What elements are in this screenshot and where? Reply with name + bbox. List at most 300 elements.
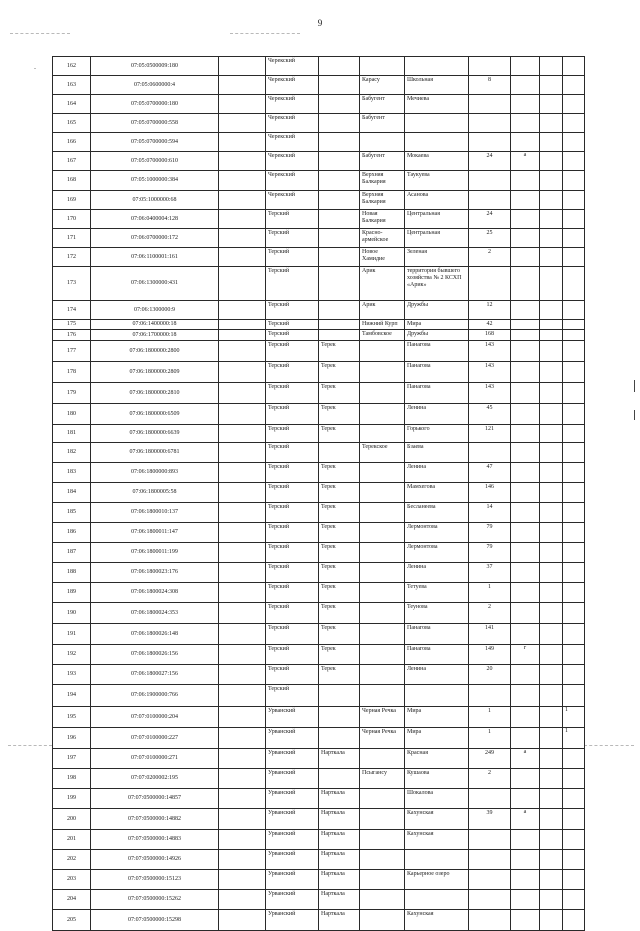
cadastral-number: 07:07:0500000:14883 [91,830,219,850]
extra-value [563,685,585,707]
table-row [53,728,585,749]
street-name [405,850,469,870]
city-name: Терек [319,543,360,563]
empty-cell [219,57,266,76]
district-name: Терский [266,330,319,341]
table-row [53,523,585,543]
district-name: Терский [266,603,319,624]
row-number: 178 [53,362,91,383]
cadastral-number: 07:06:1400000:18 [91,320,219,330]
empty-cell [540,685,563,707]
house-letter: а [511,152,540,171]
empty-cell [540,76,563,95]
empty-cell [540,330,563,341]
table-row [53,362,585,383]
empty-cell [540,301,563,320]
city-name [319,320,360,330]
table-row [53,383,585,404]
house-letter [511,503,540,523]
empty-cell [540,583,563,603]
row-number: 202 [53,850,91,870]
empty-cell [219,603,266,624]
table-row [53,171,585,191]
table-row [53,483,585,503]
house-letter [511,890,540,910]
street-name [405,133,469,152]
district-name: Терский [266,543,319,563]
extra-value [563,152,585,171]
house-number: 39 [469,809,511,830]
district-name: Черекский [266,171,319,191]
row-number: 192 [53,645,91,665]
city-name: Терек [319,603,360,624]
row-number: 186 [53,523,91,543]
locality-name: Нижний Курп [360,320,405,330]
house-number: 24 [469,210,511,229]
extra-value [563,483,585,503]
city-name [319,707,360,728]
empty-cell [219,152,266,171]
district-name: Урванский [266,749,319,769]
house-letter [511,583,540,603]
row-number: 194 [53,685,91,707]
house-number: 79 [469,543,511,563]
city-name [319,229,360,248]
district-name: Терский [266,665,319,685]
house-number: 37 [469,563,511,583]
table-row [53,57,585,76]
city-name [319,769,360,789]
street-name: Мира [405,320,469,330]
district-name: Терский [266,463,319,483]
row-number: 176 [53,330,91,341]
city-name [319,210,360,229]
district-name: Урванский [266,728,319,749]
empty-cell [219,809,266,830]
house-number: 168 [469,330,511,341]
house-number: 1 [469,707,511,728]
street-name: Мира [405,707,469,728]
scan-dash-lower-left [8,745,52,746]
extra-value [563,57,585,76]
cadastral-number: 07:07:0100000:227 [91,728,219,749]
house-letter [511,728,540,749]
locality-name [360,809,405,830]
house-letter [511,425,540,443]
scan-edge-mark [634,410,635,420]
district-name: Терский [266,341,319,362]
cadastral-number: 07:06:1900000:766 [91,685,219,707]
row-number: 172 [53,248,91,267]
empty-cell [219,267,266,301]
street-name: Таукуева [405,171,469,191]
table-row [53,789,585,809]
cadastral-number: 07:05:0700000:180 [91,95,219,114]
locality-name: Терекское [360,443,405,463]
cadastral-number: 07:07:0500000:15262 [91,890,219,910]
empty-cell [540,210,563,229]
house-number [469,267,511,301]
city-name: Терек [319,425,360,443]
extra-value [563,133,585,152]
locality-name: Псыгансу [360,769,405,789]
house-letter [511,301,540,320]
table-row [53,229,585,248]
empty-cell [219,362,266,383]
empty-cell [540,503,563,523]
house-number: 42 [469,320,511,330]
cadastral-number: 07:07:0500000:15123 [91,870,219,890]
house-number: 1 [469,728,511,749]
locality-name: Тамбовское [360,330,405,341]
house-letter [511,383,540,404]
empty-cell [540,624,563,645]
district-name: Урванский [266,809,319,830]
street-name: Кахунская [405,809,469,830]
table-row [53,583,585,603]
locality-name [360,749,405,769]
city-name: Нарткала [319,870,360,890]
empty-cell [219,76,266,95]
city-name: Нарткала [319,910,360,931]
table-row [53,809,585,830]
house-letter [511,850,540,870]
empty-cell [540,910,563,931]
house-number: 249 [469,749,511,769]
district-name: Урванский [266,850,319,870]
empty-cell [540,665,563,685]
house-number: 2 [469,603,511,624]
row-number: 171 [53,229,91,248]
district-name: Терский [266,624,319,645]
district-name: Терский [266,645,319,665]
house-letter [511,543,540,563]
register-table [52,56,585,931]
district-name: Терский [266,523,319,543]
empty-cell [219,583,266,603]
street-name: Мамхегова [405,483,469,503]
city-name: Терек [319,645,360,665]
cadastral-number: 07:05:1000000:384 [91,171,219,191]
empty-cell [540,133,563,152]
empty-cell [540,850,563,870]
house-number: 20 [469,665,511,685]
district-name: Урванский [266,789,319,809]
house-number: 143 [469,362,511,383]
locality-name [360,503,405,523]
empty-cell [540,523,563,543]
row-number: 205 [53,910,91,931]
extra-value [563,114,585,133]
street-name: Кахунская [405,830,469,850]
house-letter [511,603,540,624]
city-name: Терек [319,362,360,383]
house-number [469,191,511,210]
street-name: Ленина [405,665,469,685]
cadastral-number: 07:06:1800011:147 [91,523,219,543]
row-number: 165 [53,114,91,133]
city-name [319,152,360,171]
row-number: 197 [53,749,91,769]
extra-value [563,523,585,543]
city-name [319,301,360,320]
empty-cell [540,483,563,503]
street-name: Бесланеева [405,503,469,523]
street-name: Панагова [405,341,469,362]
table-row [53,749,585,769]
extra-value [563,870,585,890]
scan-dash-lower-right [584,745,634,746]
empty-cell [219,171,266,191]
street-name: территория бывшего хозяйства № 2 КСХП «Арик» [405,267,469,301]
city-name: Нарткала [319,789,360,809]
cadastral-number: 07:05:0600000:4 [91,76,219,95]
table-row [53,645,585,665]
cadastral-number: 07:06:1800000:2809 [91,362,219,383]
table-row [53,463,585,483]
locality-name: Красно-армейское [360,229,405,248]
empty-cell [219,728,266,749]
house-number: 25 [469,229,511,248]
district-name: Терский [266,404,319,425]
cadastral-number: 07:06:1800000:6781 [91,443,219,463]
locality-name [360,57,405,76]
district-name: Терский [266,229,319,248]
city-name [319,443,360,463]
extra-value: 1 [563,728,585,749]
district-name: Терский [266,685,319,707]
cadastral-number: 07:07:0500000:15298 [91,910,219,931]
district-name: Черекский [266,57,319,76]
house-number: 47 [469,463,511,483]
street-name: Красная [405,749,469,769]
locality-name: Карасу [360,76,405,95]
table-row [53,769,585,789]
empty-cell [540,728,563,749]
street-name: Дружбы [405,301,469,320]
city-name [319,248,360,267]
extra-value [563,503,585,523]
street-name: Панагова [405,624,469,645]
city-name: Терек [319,503,360,523]
extra-value [563,850,585,870]
empty-cell [219,890,266,910]
row-number: 181 [53,425,91,443]
street-name: Ленина [405,463,469,483]
row-number: 195 [53,707,91,728]
district-name: Черекский [266,95,319,114]
extra-value: 1 [563,707,585,728]
city-name: Терек [319,583,360,603]
cadastral-number: 07:06:1800000:2810 [91,383,219,404]
empty-cell [540,645,563,665]
cadastral-number: 07:06:1700000:18 [91,330,219,341]
cadastral-number: 07:05:0700000:558 [91,114,219,133]
house-letter [511,248,540,267]
street-name: Дружбы [405,330,469,341]
empty-cell [540,404,563,425]
empty-cell [219,425,266,443]
table-row [53,830,585,850]
table-row [53,685,585,707]
locality-name [360,890,405,910]
locality-name [360,425,405,443]
row-number: 196 [53,728,91,749]
empty-cell [219,330,266,341]
house-number [469,114,511,133]
empty-cell [540,57,563,76]
cadastral-number: 07:07:0500000:14926 [91,850,219,870]
locality-name [360,404,405,425]
street-name: Бзаева [405,443,469,463]
row-number: 166 [53,133,91,152]
city-name: Терек [319,624,360,645]
cadastral-number: 07:06:0400004:128 [91,210,219,229]
city-name [319,95,360,114]
cadastral-number: 07:05:0500009:180 [91,57,219,76]
empty-cell [540,267,563,301]
extra-value [563,330,585,341]
row-number: 187 [53,543,91,563]
city-name: Нарткала [319,749,360,769]
district-name: Черекский [266,114,319,133]
row-number: 167 [53,152,91,171]
house-letter [511,95,540,114]
district-name: Терский [266,320,319,330]
table-row [53,404,585,425]
empty-cell [219,645,266,665]
city-name: Терек [319,383,360,404]
row-number: 183 [53,463,91,483]
district-name: Урванский [266,769,319,789]
empty-cell [219,769,266,789]
house-letter [511,404,540,425]
locality-name: Бабугент [360,95,405,114]
extra-value [563,443,585,463]
extra-value [563,383,585,404]
district-name: Урванский [266,707,319,728]
house-letter [511,463,540,483]
row-number: 184 [53,483,91,503]
table-row [53,114,585,133]
empty-cell [219,543,266,563]
house-letter [511,57,540,76]
row-number: 203 [53,870,91,890]
locality-name [360,463,405,483]
empty-cell [219,114,266,133]
extra-value [563,171,585,191]
street-name [405,114,469,133]
table-row [53,210,585,229]
empty-cell [219,320,266,330]
empty-cell [540,320,563,330]
cadastral-number: 07:06:1800011:199 [91,543,219,563]
street-name: Панагова [405,362,469,383]
empty-cell [219,503,266,523]
house-letter [511,624,540,645]
empty-cell [219,443,266,463]
district-name: Терский [266,425,319,443]
house-number [469,850,511,870]
extra-value [563,267,585,301]
table-row [53,665,585,685]
house-number: 12 [469,301,511,320]
extra-value [563,341,585,362]
street-name: Ленина [405,404,469,425]
cadastral-number: 07:05:0700000:594 [91,133,219,152]
locality-name [360,563,405,583]
house-letter [511,330,540,341]
cadastral-number: 07:06:1100001:161 [91,248,219,267]
table-row [53,320,585,330]
table-row [53,603,585,624]
row-number: 190 [53,603,91,624]
house-number: 143 [469,383,511,404]
city-name: Терек [319,563,360,583]
street-name: Асанова [405,191,469,210]
empty-cell [540,443,563,463]
locality-name [360,523,405,543]
empty-cell [219,301,266,320]
city-name: Нарткала [319,830,360,850]
row-number: 189 [53,583,91,603]
district-name: Урванский [266,870,319,890]
extra-value [563,248,585,267]
cadastral-number: 07:06:1800000:893 [91,463,219,483]
house-letter [511,707,540,728]
house-number [469,95,511,114]
cadastral-number: 07:05:1000000:68 [91,191,219,210]
locality-name [360,543,405,563]
empty-cell [219,789,266,809]
house-number [469,171,511,191]
extra-value [563,463,585,483]
cadastral-number: 07:06:1800024:353 [91,603,219,624]
house-letter [511,191,540,210]
cadastral-number: 07:07:0500000:14882 [91,809,219,830]
house-letter [511,523,540,543]
empty-cell [540,383,563,404]
cadastral-number: 07:07:0500000:14857 [91,789,219,809]
table-row [53,267,585,301]
street-name [405,57,469,76]
empty-cell [540,229,563,248]
street-name: Теунова [405,603,469,624]
house-number [469,830,511,850]
street-name: Центральная [405,210,469,229]
row-number: 188 [53,563,91,583]
city-name [319,114,360,133]
house-letter: г [511,645,540,665]
row-number: 175 [53,320,91,330]
empty-cell [540,707,563,728]
table-row [53,330,585,341]
house-letter [511,769,540,789]
row-number: 180 [53,404,91,425]
house-letter: а [511,809,540,830]
street-name: Центральная [405,229,469,248]
cadastral-number: 07:07:0100000:271 [91,749,219,769]
table-row [53,425,585,443]
district-name: Терский [266,267,319,301]
locality-name [360,624,405,645]
table-row [53,341,585,362]
empty-cell [219,404,266,425]
row-number: 198 [53,769,91,789]
extra-value [563,210,585,229]
row-number: 169 [53,191,91,210]
empty-cell [219,665,266,685]
